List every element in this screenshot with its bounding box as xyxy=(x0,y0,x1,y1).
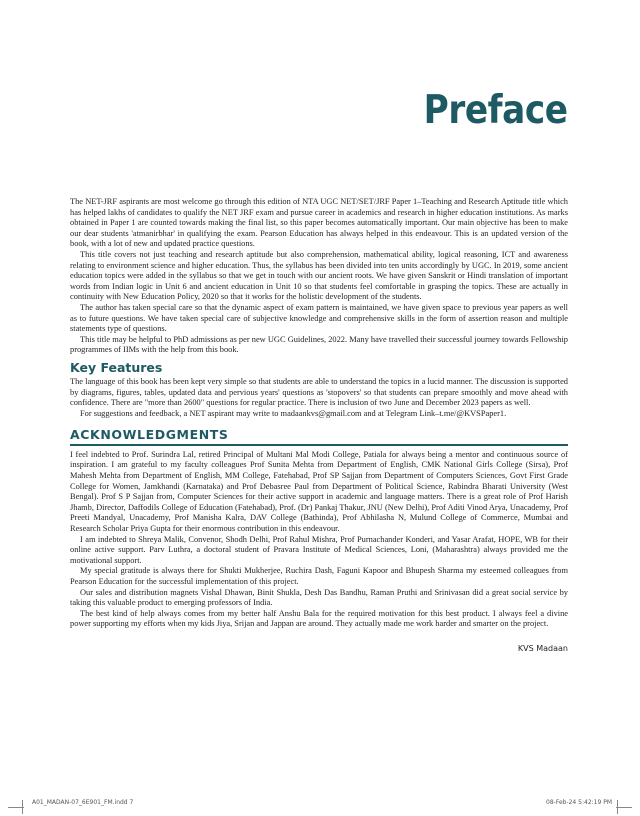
acknowledgments-paragraph: I feel indebted to Prof. Surindra Lal, retired Principal of Multani Mal Modi College, Patiala for always being a mentor and continuous source of inspiration. I am grateful to my faculty colleagues Prof Sunita Mehta from Department of English, CMK National Girls College (Sirsa), Prof Mahesh Mehta from Department of English, MM College, Fatehabad, Prof SP Sajjan from Department of Computers Sciences, Govt First Grade College for Women, Jamkhandi (Karnataka) and Prof Debasree Paul from Department of Political Science, Rabindra Bharati University (West Bengal). Prof S P Sajjan from, Computer Sciences for their active support in academic and language matters. There is a great role of Prof Harish Jhamb, Director, Daffodils College of Education (Fatehabad), Prof. (Dr) Pankaj Thakur, JNU (New Delhi), Prof Aditi Vinod Arya, Unacademy, Prof Preeti Mandyal, Unacademy, Prof Manisha Kalra, DAV College (Bathinda), Prof Abhilasha N, Mulund College of Commerce, Mumbai and Research Scholar Priya Gupta for their enormous contribution in this endeavour. xyxy=(70,449,568,533)
intro-paragraph: The NET-JRF aspirants are most welcome go through this edition of NTA UGC NET/SET/JRF Paper 1–Teaching and Research Aptitude title which has helped lakhs of candidates to qualify the NET JRF exam and pursue career in academics and research in higher education institutions. As marks obtained in Paper 1 are counted towards making the final list, so this paper becomes automatically important. Our main objective has been to make our dear students 'atmanirbhar' in qualifying the exam. Pearson Education has always helped in this endeavour. This is an updated version of the book, with a lot of new and updated practice questions. xyxy=(70,197,568,249)
crop-mark xyxy=(617,800,618,814)
acknowledgments-paragraph: I am indebted to Shreya Malik, Convenor, Shodh Delhi, Prof Rahul Mishra, Prof Purnachander Konderi, and Yasar Arafat, HOPE, WB for their online active support. Parv Luthra, a doctoral student of Pravara Institute of Medical Sciences, Loni, (Maharashtra) always provided me the motivational support. xyxy=(70,534,568,565)
page-content xyxy=(70,197,568,653)
crop-mark xyxy=(616,807,632,816)
intro-paragraph: This title may be helpful to PhD admissions as per new UGC Guidelines, 2022. Many have travelled their successful journey towards Fellowship programmes of IIMs with the help from this book. xyxy=(70,334,568,355)
key-features-paragraph: For suggestions and feedback, a NET aspirant may write to madaankvs@gmail.com and at Telegram Link–t.me/@KVSPaper1. xyxy=(80,408,507,418)
acknowledgments-paragraph: Our sales and distribution magnets Vishal Dhawan, Binit Shukla, Desh Das Bandhu, Raman Pruthi and Srinivasan did a great social service by taking this valuable product to emerging professors of India. xyxy=(70,587,568,608)
key-features-section xyxy=(70,360,568,419)
key-features-heading: Key Features xyxy=(70,359,163,375)
heading-rule xyxy=(70,444,568,446)
key-features-paragraph: The language of this book has been kept very simple so that students are able to understand the topics in a lucid manner. The discussion is supported by diagrams, figures, tables, updated data and pervious years' questions as 'stopovers' so that students can prepare smoothly and move ahead with confidence. There are "more than 2600" questions for regular practice. There is inclusion of two June and December 2023 papers as well. xyxy=(70,376,568,408)
author-signature: KVS Madaan xyxy=(517,643,568,653)
acknowledgments-section xyxy=(70,427,568,653)
footer-file-info: A01_MADAN-07_6E901_FM.indd 7 xyxy=(32,799,134,806)
intro-paragraph: This title covers not just teaching and research aptitude but also comprehension, mathematical ability, logical reasoning, ICT and awareness relating to environment science and higher education. Thus, the syllabus has been divided into ten units accordingly by UGC. In 2019, some ancient education topics were added in the syllabus so that we get in touch with our ancient roots. We have given Sanskrit or Hindi translation of important words from Indian logic in Unit 6 and ancient education in Unit 10 so that students feel comfortable in grasping the topics. These are actually in continuity with New Education Policy, 2020 so that it works for the holistic development of the students. xyxy=(70,249,568,302)
acknowledgments-paragraph: The best kind of help always comes from my better half Anshu Bala for the required motivation for this best product. I always feel a divine power supporting my efforts when my kids Jiya, Srijan and Jappan are around. They actually made me work harder and smarter on the project. xyxy=(70,608,568,629)
intro-paragraph: The author has taken special care so that the dynamic aspect of exam pattern is maintained, we have given space to previous year papers as well as to future questions. We have taken special care of subjective knowledge and comprehensive skills in the form of assertion reason and multiple statements type of questions. xyxy=(70,302,568,334)
page-title: Preface xyxy=(424,88,568,133)
acknowledgments-heading: ACKNOWLEDGMENTS xyxy=(70,427,229,443)
acknowledgments-paragraph: My special gratitude is always there for Shukti Mukherjee, Ruchira Dash, Faguni Kapoor and Bhupesh Sharma my esteemed colleagues from Pearson Education for the successful implementation of this project. xyxy=(70,566,568,586)
footer-timestamp: 08-Feb-24 5:42:19 PM xyxy=(546,799,612,806)
intro-section xyxy=(70,197,568,356)
crop-mark xyxy=(22,800,23,814)
